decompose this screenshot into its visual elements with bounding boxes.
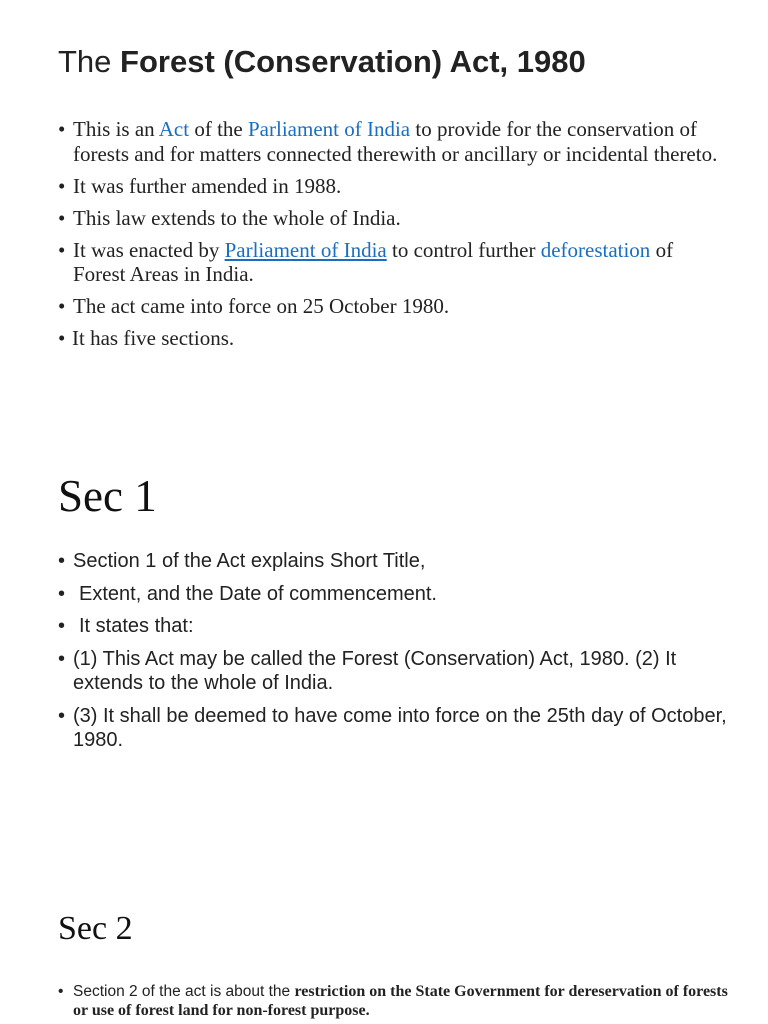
bullet-text: to control further	[386, 237, 541, 262]
bullet-icon: •	[58, 173, 66, 198]
act-link[interactable]: Act	[158, 117, 190, 141]
list-item	[58, 294, 718, 319]
title-prefix: The	[58, 44, 121, 79]
bullet-text: of the	[189, 117, 248, 141]
list-item	[58, 174, 718, 199]
bullet-text: (3) It shall be deemed to have come into force on the 25th day of October, 1980.	[73, 704, 727, 751]
bullet-icon: •	[58, 615, 66, 637]
list-item	[58, 326, 718, 351]
bullet-icon: •	[58, 326, 66, 350]
list-item	[58, 983, 738, 1020]
bullet-text: This law extends to the whole of India.	[73, 205, 401, 230]
list-item	[58, 582, 738, 607]
bullet-text: Extent, and the Date of commencement.	[79, 582, 437, 605]
list-item	[58, 647, 738, 696]
bullet-text: It was enacted by	[73, 237, 225, 262]
sec1-bullet-list	[58, 549, 738, 761]
page-title	[58, 44, 586, 80]
bullet-text: It has five sections.	[72, 326, 235, 350]
bullet-text: (1) This Act may be called the Forest (Conservation) Act, 1980. (2) It extends to the whole of India.	[73, 647, 677, 694]
bullet-text: to provide for the conservation of forests and for matters connected therewith or ancillary or incidental thereto.	[73, 117, 718, 166]
list-item	[58, 549, 738, 574]
bullet-icon: •	[58, 294, 66, 318]
list-item	[58, 206, 718, 231]
bullet-text: The act came into force on 25 October 1980.	[73, 294, 450, 318]
bullet-icon: •	[58, 117, 66, 141]
intro-bullet-list	[58, 117, 718, 358]
title-bold: Forest (Conservation) Act, 1980	[120, 44, 586, 79]
bullet-icon: •	[58, 983, 64, 1000]
bullet-text: Section 2 of the act is about the	[73, 983, 295, 1000]
bullet-text: of Forest Areas in India.	[73, 237, 674, 286]
bullet-icon: •	[58, 704, 66, 727]
bullet-icon: •	[58, 550, 66, 572]
bullet-text: This is an	[73, 117, 159, 141]
bullet-text: It states that:	[79, 615, 194, 637]
parliament-underlined-link[interactable]: Parliament of India	[224, 237, 387, 262]
bullet-text: It was further amended in 1988.	[73, 173, 342, 198]
bullet-icon: •	[58, 205, 66, 230]
sec2-heading: Sec 2	[58, 910, 133, 947]
sec1-heading: Sec 1	[58, 471, 157, 521]
list-item	[58, 704, 738, 753]
bullet-icon: •	[58, 647, 66, 670]
bullet-bold-text: restriction on the State Government for dereservation of forests or use of forest land for non-forest purpose.	[73, 983, 728, 1019]
list-item	[58, 614, 738, 639]
deforestation-link[interactable]: deforestation	[540, 237, 651, 262]
sec2-bullet-list	[58, 983, 738, 1020]
list-item	[58, 238, 718, 287]
bullet-icon: •	[58, 582, 66, 605]
bullet-icon: •	[58, 237, 66, 262]
bullet-text: Section 1 of the Act explains Short Title,	[73, 550, 426, 572]
parliament-link[interactable]: Parliament of India	[248, 117, 411, 141]
list-item	[58, 117, 718, 166]
